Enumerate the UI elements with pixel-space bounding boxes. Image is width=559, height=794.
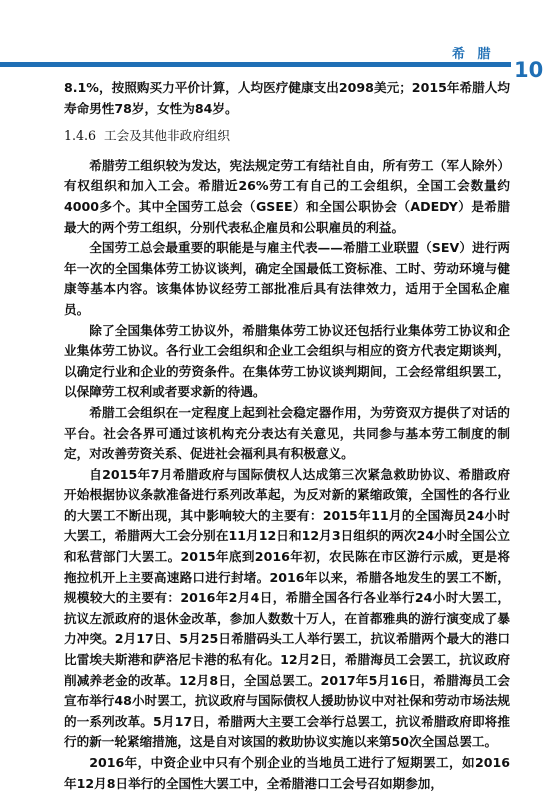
- section-number: 1.4.6: [64, 128, 97, 144]
- chapter-title: 希 腊: [452, 47, 495, 62]
- page-number: 10: [514, 58, 544, 82]
- intro-paragraph: 8.1%，按照购买力平价计算，人均医疗健康支出2098美元；2015年希腊人均寿命男性78岁，女性为84岁。: [64, 80, 510, 116]
- paragraph-chinese-enterprises: 2016年，中资企业中只有个别企业的当地员工进行了短期罢工，如2016年12月8日举行的全国性大罢工中，全希腊港口工会号召如期参加，: [64, 755, 510, 791]
- paragraph-strikes: 自2015年7月希腊政府与国际债权人达成第三次紧急救助协议、希腊政府开始根据协议条款准备进行系列改革起，为反对新的紧缩政策，全国性的各行业的大罢工不断出现，其中影响较大的主要有：2015年11月的全国海员24小时大罢工，希腊两大工会分别在11月12日和12月3日组织的两次24小时全国公立和私营部门大罢工。2015年底到2016年初，农民陈在市区游行示威，更是将拖拉机开上主要高速路口进行封堵。2016年以来，希腊各地发生的罢工不断，规模较大的主要有：2016年2月4日，希腊全国各行各业举行24小时大罢工，抗议左派政府的退休金改革，参加人数数十万人，在首都雅典的游行演变成了暴力冲突。2月17日、5月25日希腊码头工人举行罢工，抗议希腊两个最大的港口比雷埃夫斯港和萨洛尼卡港的私有化。12月2日，希腊海员工会罢工，抗议政府削减养老金的改革。12月8日，全国总罢工。2017年5月16日，希腊海员工会宣布举行48小时罢工，抗议政府与国际债权人援助协议中对社保和劳动市场法规的一系列改革。5月17日，希腊两大主要工会举行总罢工，抗议希腊政府即将推行的新一轮紧缩措施，这是自对该国的救助协议实施以来第50次全国总罢工。: [64, 466, 510, 750]
- paragraph-labor-organizations: 希腊劳工组织较为发达，宪法规定劳工有结社自由，所有劳工（军人除外）有权组织和加入工会。希腊近26%劳工有自己的工会组织，全国工会数量约4000多个。其中全国劳工总会（GSEE）和全国公职协会（ADEDY）是希腊最大的两个劳工组织，分别代表私企雇员和公职雇员的利益。: [64, 157, 510, 235]
- page-body: [64, 78, 510, 794]
- section-heading: [64, 126, 510, 147]
- paragraph-gsee-functions: 全国劳工总会最重要的职能是与雇主代表——希腊工业联盟（SEV）进行两年一次的全国集体劳工协议谈判，确定全国最低工资标准、工时、劳动环境与健康等基本内容。该集体协议经劳工部批准后具有法律效力，适用于全国私企雇员。: [64, 240, 510, 317]
- header-accent-bar: [0, 62, 511, 67]
- paragraph-collective-agreements: 除了全国集体劳工协议外，希腊集体劳工协议还包括行业集体劳工协议和企业集体劳工协议。各行业工会组织和企业工会组织与相应的资方代表定期谈判，以确定行业和企业的劳资条件。在集体劳工协议谈判期间，工会经常组织罢工，以保障劳工权利或者要求新的待遇。: [64, 322, 510, 400]
- section-title: 工会及其他非政府组织: [104, 128, 230, 144]
- paragraph-union-role: 希腊工会组织在一定程度上起到社会稳定器作用，为劳资双方提供了对话的平台。社会各界可通过该机构充分表达有关意见，共同参与基本劳工制度的制定，对改善劳资关系、促进社会福利具有积极意义。: [64, 404, 510, 462]
